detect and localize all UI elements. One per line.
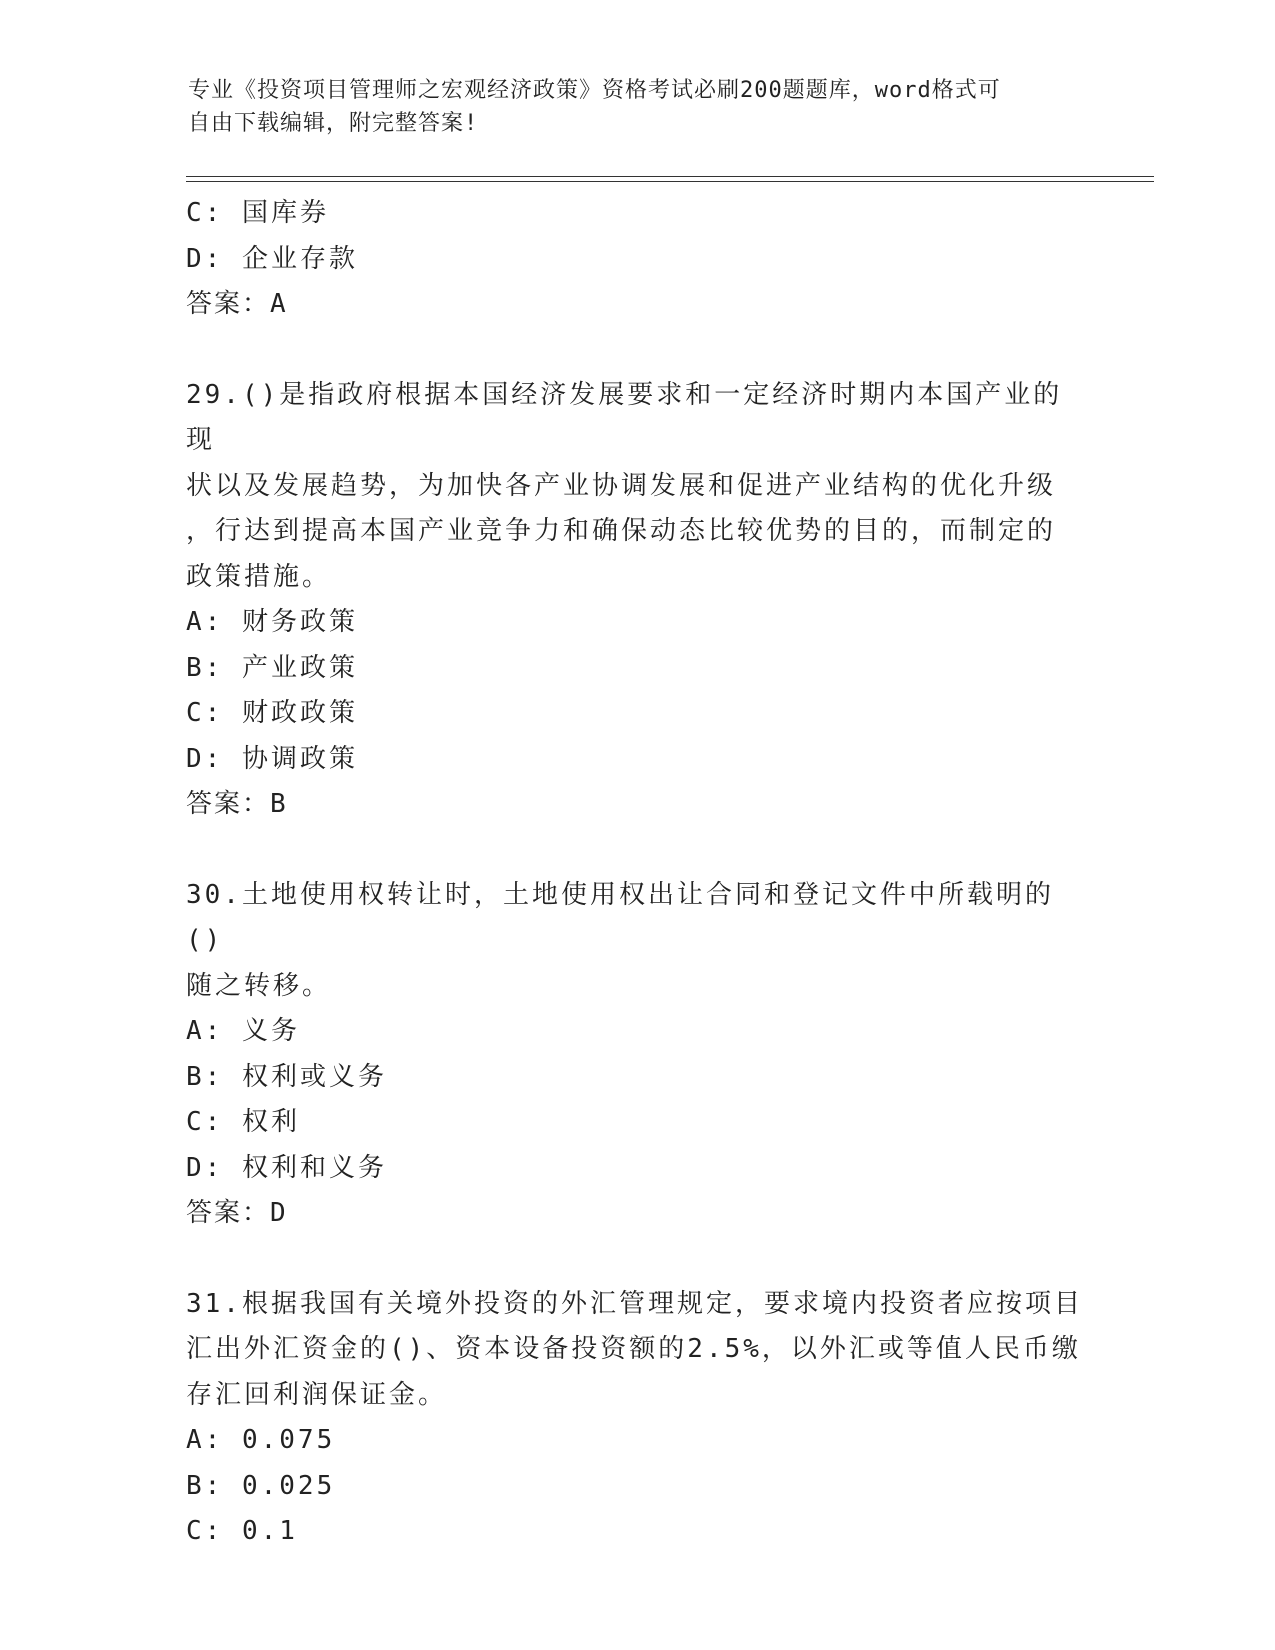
question-31 [186, 1282, 1086, 1555]
question-text-line: 30.土地使用权转让时，土地使用权出让合同和登记文件中所载明的() [186, 879, 1054, 955]
option-d: D: 企业存款 [186, 243, 358, 274]
header-title-line-1: 专业《投资项目管理师之宏观经济政策》资格考试必刷200题题库，word格式可 [188, 78, 1001, 103]
option-b: B: 产业政策 [186, 652, 358, 683]
spacer [186, 1237, 1086, 1282]
option-d: D: 权利和义务 [186, 1152, 387, 1183]
answer-line: 答案：D [186, 1198, 288, 1228]
header-rule-top [186, 176, 1154, 177]
option-c: C: 国库券 [186, 198, 329, 228]
option-a: A: 义务 [186, 1016, 300, 1046]
option-b: B: 0.025 [186, 1470, 336, 1501]
question-text-line: 随之转移。 [186, 970, 332, 1001]
document-body [186, 191, 1086, 1555]
answer-line: 答案：A [186, 289, 288, 319]
question-text-line: 存汇回利润保证金。 [186, 1379, 448, 1410]
option-d: D: 协调政策 [186, 743, 358, 774]
question-text-line: 政策措施。 [186, 561, 332, 592]
option-c: C: 0.1 [186, 1516, 298, 1546]
header-title-line-2: 自由下载编辑，附完整答案! [188, 111, 479, 136]
option-a: A: 0.075 [186, 1425, 336, 1455]
question-29 [186, 373, 1086, 828]
question-text-line: 汇出外汇资金的()、资本设备投资额的2.5%，以外汇或等值人民币缴 [186, 1334, 1081, 1364]
question-text-line: 29.()是指政府根据本国经济发展要求和一定经济时期内本国产业的现 [186, 379, 1063, 455]
option-a: A: 财务政策 [186, 607, 358, 637]
question-30 [186, 873, 1086, 1237]
option-b: B: 权利或义务 [186, 1061, 387, 1092]
option-c: C: 权利 [186, 1107, 300, 1137]
question-text-line: ，行达到提高本国产业竞争力和确保动态比较优势的目的，而制定的 [186, 516, 1057, 546]
question-text-line: 状以及发展趋势，为加快各产业协调发展和促进产业结构的优化升级 [186, 470, 1057, 501]
document-header [188, 74, 1088, 140]
spacer [186, 828, 1086, 873]
header-rule-bottom [186, 181, 1154, 182]
answer-line: 答案：B [186, 789, 288, 819]
spacer [186, 328, 1086, 373]
question-text-line: 31.根据我国有关境外投资的外汇管理规定，要求境内投资者应按项目 [186, 1288, 1083, 1319]
option-c: C: 财政政策 [186, 698, 358, 728]
